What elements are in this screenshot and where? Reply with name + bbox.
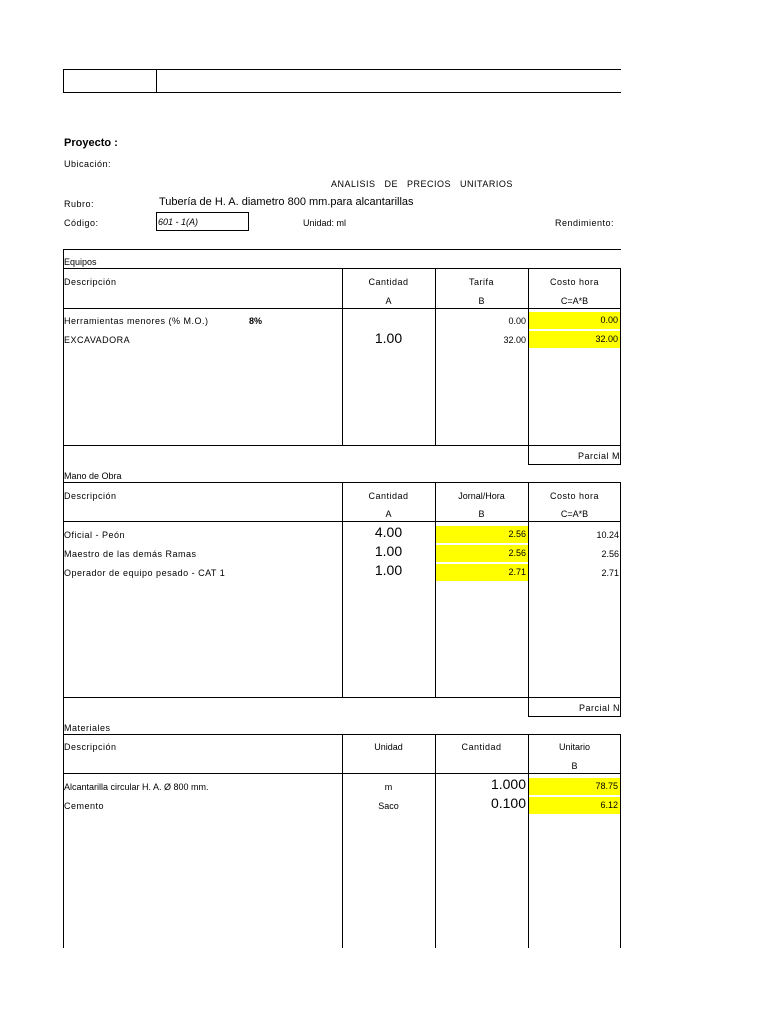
mano-obra-header-cantidad: Cantidad [368,491,409,501]
mano-obra-row-cantidad: 1.00 [374,562,403,578]
mano-obra-header-desc: Descripción [64,491,117,501]
mano-obra-row-jornal: 2.71 [436,564,528,581]
mano-obra-row-desc: Maestro de las demás Ramas [64,549,197,559]
codigo-label: Código: [64,218,99,228]
equipos-row-desc: EXCAVADORA [64,335,131,345]
materiales-row-unidad: Saco [378,801,399,811]
materiales-row-unitario: 78.75 [529,778,620,795]
mano-obra-sub-b: B [478,509,485,519]
project-label: Proyecto : [64,137,118,149]
equipos-parcial: Parcial M [578,451,621,461]
materiales-sub-b: B [571,761,578,771]
page-title: ANALISIS DE PRECIOS UNITARIOS [331,179,513,189]
mano-obra-row-cantidad: 4.00 [374,524,403,540]
unidad-label: Unidad: ml [303,218,347,228]
materiales-row-unitario: 6.12 [529,797,620,814]
equipos-col-div-2 [435,268,436,445]
materiales-header-unitario: Unitario [558,742,590,752]
codigo-box [156,212,249,231]
materiales-row-cantidad: 0.100 [490,795,526,811]
materiales-col-div-2 [435,734,436,948]
materiales-header-desc: Descripción [64,742,117,752]
equipos-parcial-bottom [528,464,621,465]
mano-obra-parcial: Parcial N [579,703,621,713]
mano-obra-header-costo: Costo hora [549,491,600,501]
mano-obra-parcial-bottom [528,716,621,717]
mano-obra-body-bottom [63,697,621,698]
codigo-value: 601 - 1(A) [158,217,199,227]
mano-obra-section-label: Mano de Obra [64,471,122,481]
mano-obra-row-costo: 2.56 [601,549,619,559]
rubro-value: Tubería de H. A. diametro 800 mm.para alcantarillas [159,196,414,208]
location-label: Ubicación: [64,159,112,169]
rubro-label: Rubro: [64,199,95,209]
equipos-body-bottom [63,445,621,446]
materiales-header-unidad: Unidad [374,742,403,752]
materiales-col-div-1 [342,734,343,948]
equipos-section-label: Equipos [64,257,97,267]
equipos-row-costo: 0.00 [529,312,620,329]
mano-obra-row-desc: Operador de equipo pesado - CAT 1 [64,568,226,578]
equipos-row-costo: 32.00 [529,331,620,348]
equipos-sub-a: A [385,296,392,306]
materiales-section-label: Materiales [64,723,111,733]
mano-obra-left-border [63,465,64,717]
top-header-box [63,69,621,93]
equipos-sub-b: B [478,296,485,306]
equipos-row-tarifa: 0.00 [508,316,526,326]
equipos-row-tarifa: 32.00 [503,335,526,345]
mano-obra-header-jornal: Jornal/Hora [458,491,505,501]
mano-obra-sub-a: A [385,509,392,519]
mano-obra-row-jornal: 2.56 [436,526,528,543]
materiales-row-cantidad: 1.000 [490,776,526,792]
mano-obra-row-jornal: 2.56 [436,545,528,562]
equipos-row-cantidad: 1.00 [374,330,403,346]
mano-obra-row-cantidad: 1.00 [374,543,403,559]
equipos-sub-c: C=A*B [560,296,589,306]
equipos-row-pct: 8% [249,316,263,326]
equipos-header-tarifa: Tarifa [468,277,494,287]
materiales-row-desc: Alcantarilla circular H. A. Ø 800 mm. [64,782,209,792]
equipos-header-costo: Costo hora [549,277,600,287]
materiales-row-unidad: m [384,782,393,792]
mano-obra-row-costo: 10.24 [596,530,619,540]
mano-obra-sub-c: C=A*B [560,509,589,519]
rendimiento-label: Rendimiento: [555,218,615,228]
materiales-header-cantidad: Cantidad [461,742,502,752]
materiales-row-desc: Cemento [64,801,105,811]
equipos-header-desc: Descripción [64,277,117,287]
mano-obra-row-desc: Oficial - Peón [64,530,126,540]
mano-obra-row-costo: 2.71 [601,568,619,578]
equipos-row-desc: Herramientas menores (% M.O.) [64,316,209,326]
equipos-header-cantidad: Cantidad [368,277,409,287]
equipos-col-div-1 [342,268,343,445]
top-header-divider [156,69,157,93]
equipos-top-border [63,249,621,250]
